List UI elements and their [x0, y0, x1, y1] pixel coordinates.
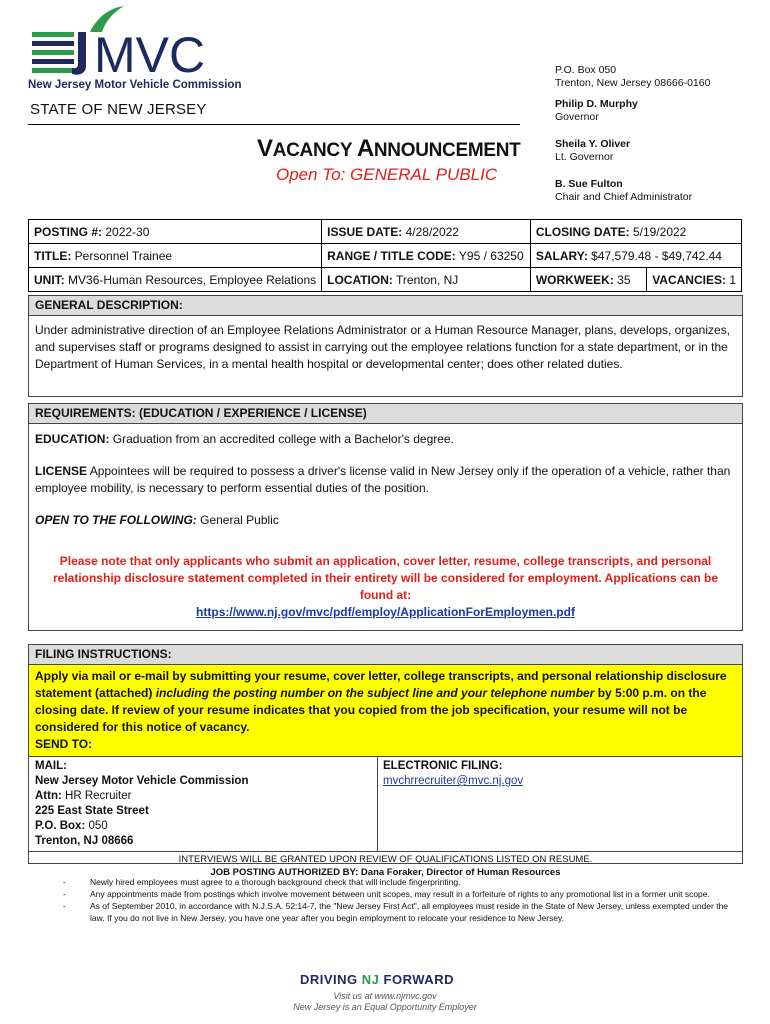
- official-name: Philip D. Murphy: [555, 98, 638, 110]
- official-name: B. Sue Fulton: [555, 178, 623, 190]
- location: Trenton, NJ: [396, 272, 459, 287]
- section-heading: REQUIREMENTS: (EDUCATION / EXPERIENCE / LICENSE): [29, 404, 742, 424]
- electronic-filing-block: [378, 757, 742, 851]
- interview-notice: INTERVIEWS WILL BE GRANTED UPON REVIEW OF QUALIFICATIONS LISTED ON RESUME. JOB POSTING AUTHORIZED BY: Dana Foraker, Director of Human Resources: [29, 851, 742, 882]
- section-heading: FILING INSTRUCTIONS:: [29, 645, 742, 665]
- driving-forward-logo: DRIVING NJ FORWARD: [300, 972, 454, 987]
- note-item: - Any appointments made from postings which involve movement between unit scopes, may result in a forfeiture of rights to any promotional list in a former unit scope.: [63, 889, 710, 899]
- send-to-label: SEND TO:: [35, 737, 93, 751]
- posting-number: 2022-30: [105, 224, 150, 239]
- mail-street: 225 East State Street: [35, 805, 149, 817]
- electronic-filing-label: ELECTRONIC FILING:: [383, 760, 503, 772]
- vacancies-count: 1: [729, 272, 736, 287]
- mailing-address: [555, 64, 710, 90]
- issue-date: 4/28/2022: [405, 224, 459, 239]
- workweek: 35: [617, 272, 631, 287]
- website-line: Visit us at www.njmvc.gov: [333, 991, 437, 1001]
- open-to-requirement: OPEN TO THE FOLLOWING: General Public: [35, 513, 279, 527]
- officials-block: [555, 98, 692, 204]
- general-description-text: Under administrative direction of an Employee Relations Administrator or a Human Resource Manager, plans, develops, organizes, and supervises staff or programs designed to assist in carrying out the employee relations function for a state department, or in the Department of Human Services, in a mental health hospital or developmental center; does other related duties.: [35, 323, 731, 371]
- logo-subtitle: New Jersey Motor Vehicle Commission: [28, 79, 242, 91]
- closing-date: 5/19/2022: [632, 224, 687, 239]
- application-notice: Please note that only applicants who submit an application, cover letter, resume, college transcripts, and personal relationship disclosure statement completed in their entirety will be considered for employment. Applications can be found at:: [52, 554, 719, 602]
- posting-info-table: POSTING #: 2022-30 ISSUE DATE: 4/28/2022 CLOSING DATE: 5/19/2022 TITLE: Personnel Trainee RANGE / TITLE CODE: Y95 / 63250 SALARY: $47,579.48 - $49,742.44 UNIT: MV36-Human Resources, Employee Relations LOCATION: Trenton, NJ WORKWEEK: 35 VACANCIES: 1: [28, 219, 742, 292]
- note-item: - As of September 2010, in accordance with N.J.S.A. 52:14-7, the "New Jersey First Act", all employees must reside in the State of New Jersey, unless exempted under the law. If you do not live in New Jersey, you have one year after you begin employment to relocate your residence to New Jersey.: [63, 901, 729, 923]
- logo-wordmark: MVC: [94, 27, 206, 83]
- application-link[interactable]: https://www.nj.gov/mvc/pdf/employ/ApplicationForEmploymen.pdf: [196, 605, 575, 619]
- mail-address-block: MAIL: New Jersey Motor Vehicle Commission Attn: HR Recruiter 225 East State Street P.O. Box: 050 Trenton, NJ 08666: [29, 757, 378, 851]
- official-title: Lt. Governor: [555, 151, 614, 163]
- address-line-2: Trenton, New Jersey 08666-0160: [555, 77, 711, 89]
- note-item: - Newly hired employees must agree to a thorough background check that will include fingerprinting.: [63, 877, 461, 887]
- filing-instructions-text: Apply via mail or e-mail by submitting your resume, cover letter, college transcripts, and personal relationship disclosure statement (attached) including the posting number on the subject line and your telephone number by 5:00 p.m. on the closing date. If review of your resume indicates that you copied from the job specification, your resume will not be considered for this notice of vacancy. SEND TO:: [29, 665, 742, 756]
- mail-city: Trenton, NJ 08666: [35, 835, 134, 847]
- header-divider: [28, 124, 520, 125]
- njmvc-logo: [28, 4, 278, 94]
- equal-opportunity-line: New Jersey is an Equal Opportunity Employer: [293, 1002, 477, 1012]
- license-requirement: LICENSE Appointees will be required to possess a driver's license valid in New Jersey only if the operation of a vehicle, rather than employee mobility, is necessary to perform essential duties of the position.: [35, 464, 731, 495]
- open-to-label: Open To: GENERAL PUBLIC: [276, 165, 498, 184]
- range-code: Y95 / 63250: [458, 248, 524, 263]
- official-title: Chair and Chief Administrator: [555, 191, 693, 203]
- section-heading: GENERAL DESCRIPTION:: [29, 296, 742, 316]
- recruiter-email-link[interactable]: mvchrrecruiter@mvc.nj.gov: [383, 775, 524, 787]
- employment-notes: [63, 876, 733, 924]
- document-title: VACANCY ANNOUNCEMENT: [257, 135, 521, 162]
- filing-instructions-section: [28, 644, 743, 878]
- salary-range: $47,579.48 - $49,742.44: [591, 248, 722, 263]
- official-title: Governor: [555, 111, 599, 123]
- unit-name: MV36-Human Resources, Employee Relations: [68, 272, 317, 287]
- mail-organization: New Jersey Motor Vehicle Commission: [35, 775, 249, 787]
- requirements-section: [28, 403, 743, 631]
- state-heading: STATE OF NEW JERSEY: [30, 101, 207, 118]
- official-name: Sheila Y. Oliver: [555, 138, 631, 150]
- education-requirement: EDUCATION: Graduation from an accredited college with a Bachelor's degree.: [35, 432, 454, 446]
- general-description-section: [28, 295, 743, 397]
- posting-authorization: JOB POSTING AUTHORIZED BY: Dana Foraker, Director of Human Resources: [210, 867, 561, 878]
- address-line-1: P.O. Box 050: [555, 64, 617, 76]
- mail-label: MAIL:: [35, 760, 67, 772]
- job-title: Personnel Trainee: [74, 248, 173, 263]
